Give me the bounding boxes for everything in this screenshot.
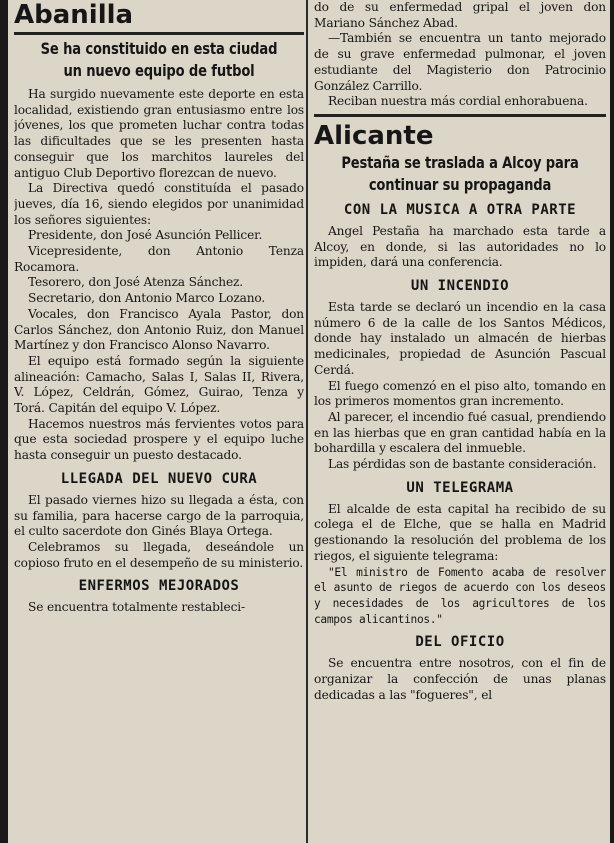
- telegram-quote: "El ministro de Fomento acaba de resolver el asunto de riegos de acuerdo con los deseos y necesidades de los agricultores de los campos alicantinos.": [314, 565, 606, 626]
- headline-line-2: continuar su propaganda: [368, 174, 552, 194]
- article-paragraph: Hacemos nuestros más fervientes votos para que esta sociedad prospere y el equipo luche hasta conseguir un puesto destacado.: [14, 416, 304, 463]
- article-paragraph: Vicepresidente, don Antonio Tenza Rocamora.: [14, 244, 304, 274]
- article-paragraph: Celebramos su llegada, deseándole un copioso fruto en el desempeño de su ministerio.: [14, 539, 304, 570]
- article-paragraph: Reciban nuestra más cordial enhorabuena.: [328, 94, 588, 109]
- article-paragraph: Angel Pestaña ha marchado esta tarde a Alcoy, en donde, si las autoridades no lo impiden, dará una conferencia.: [314, 223, 606, 270]
- headline-line-1: Se ha constituido en esta ciudad: [40, 39, 278, 58]
- subheading-incendio: UN INCENDIO: [410, 278, 510, 295]
- section-title-alicante: Alicante: [314, 120, 434, 151]
- article-paragraph: Presidente, don José Asunción Pellicer.: [28, 228, 263, 243]
- column-divider: [306, 0, 308, 843]
- subheading-del-oficio: DEL OFICIO: [415, 634, 505, 651]
- article-paragraph: Las pérdidas son de bastante consideración.: [328, 457, 597, 472]
- article-paragraph: El pasado viernes hizo su llegada a ésta, con su familia, para hacerse cargo de la parroquia, el culto sacerdote don Ginés Blaya Ortega.: [14, 492, 304, 539]
- section-rule: [314, 114, 606, 117]
- article-paragraph: Se encuentra totalmente restableci-: [28, 600, 245, 615]
- right-column: [314, 0, 606, 843]
- article-paragraph: Tesorero, don José Atenza Sánchez.: [28, 275, 244, 290]
- continued-paragraph: do de su enfermedad gripal el joven don Mariano Sánchez Abad.: [314, 0, 606, 30]
- headline-line-1: Pestaña se traslada a Alcoy para: [341, 152, 579, 172]
- title-rule: [14, 32, 304, 35]
- article-paragraph: Ha surgido nuevamente este deporte en esta localidad, existiendo gran entusiasmo entre los jóvenes, los que prometen luchar contra todas las dificultades que se les presenten hasta conseguir que los marchitos laureles del antiguo Club Deportivo florezcan de nuevo.: [14, 87, 304, 180]
- article-paragraph: —También se encuentra un tanto mejorado de su grave enfermedad pulmonar, el joven estudiante del Magisterio don Patrocinio González Carrillo.: [314, 31, 606, 93]
- article-paragraph: Secretario, don Antonio Marco Lozano.: [28, 291, 266, 306]
- article-paragraph: Vocales, don Francisco Ayala Pastor, don Carlos Sánchez, don Antonio Ruiz, don Manuel Martínez y don Francisco Alonso Navarro.: [14, 306, 304, 353]
- left-column: [14, 0, 304, 843]
- article-paragraph: Al parecer, el incendio fué casual, prendiendo en las hierbas que en gran cantidad había en la bohardilla y escalera del inmueble.: [314, 409, 606, 456]
- article-paragraph: Esta tarde se declaró un incendio en la casa número 6 de la calle de los Santos Médicos, donde hay instalado un almacén de hierbas medicinales, propiedad de Asunción Pascual Cerdá.: [314, 300, 606, 377]
- article-paragraph: La Directiva quedó constituída el pasado jueves, día 16, siendo elegidos por unanimidad los señores siguientes:: [14, 181, 304, 227]
- subheading-nuevo-cura: LLEGADA DEL NUEVO CURA: [60, 470, 258, 487]
- article-paragraph: El alcalde de esta capital ha recibido de su colega el de Elche, que se halla en Madrid gestionando la resolución del problema de los riegos, el siguiente telegrama:: [314, 501, 606, 563]
- newspaper-page: [8, 0, 610, 843]
- subheading-musica: CON LA MUSICA A OTRA PARTE: [343, 201, 577, 218]
- subheading-telegrama: UN TELEGRAMA: [406, 479, 514, 496]
- article-paragraph: Se encuentra entre nosotros, con el fin de organizar la confección de unas planas dedicadas a las "fogueres", el: [314, 656, 606, 702]
- section-title-abanilla: Abanilla: [14, 0, 134, 30]
- subheading-enfermos: ENFERMOS MEJORADOS: [78, 578, 240, 595]
- article-paragraph: El fuego comenzó en el piso alto, tomando en los primeros momentos gran incremento.: [314, 378, 606, 409]
- article-paragraph: El equipo está formado según la siguiente alineación: Camacho, Salas I, Salas II, Rivera, V. López, Celdrán, Gómez, Guirao, Tenza y Torá. Capitán del equipo V. López.: [14, 353, 304, 416]
- headline-line-2: un nuevo equipo de futbol: [63, 61, 255, 80]
